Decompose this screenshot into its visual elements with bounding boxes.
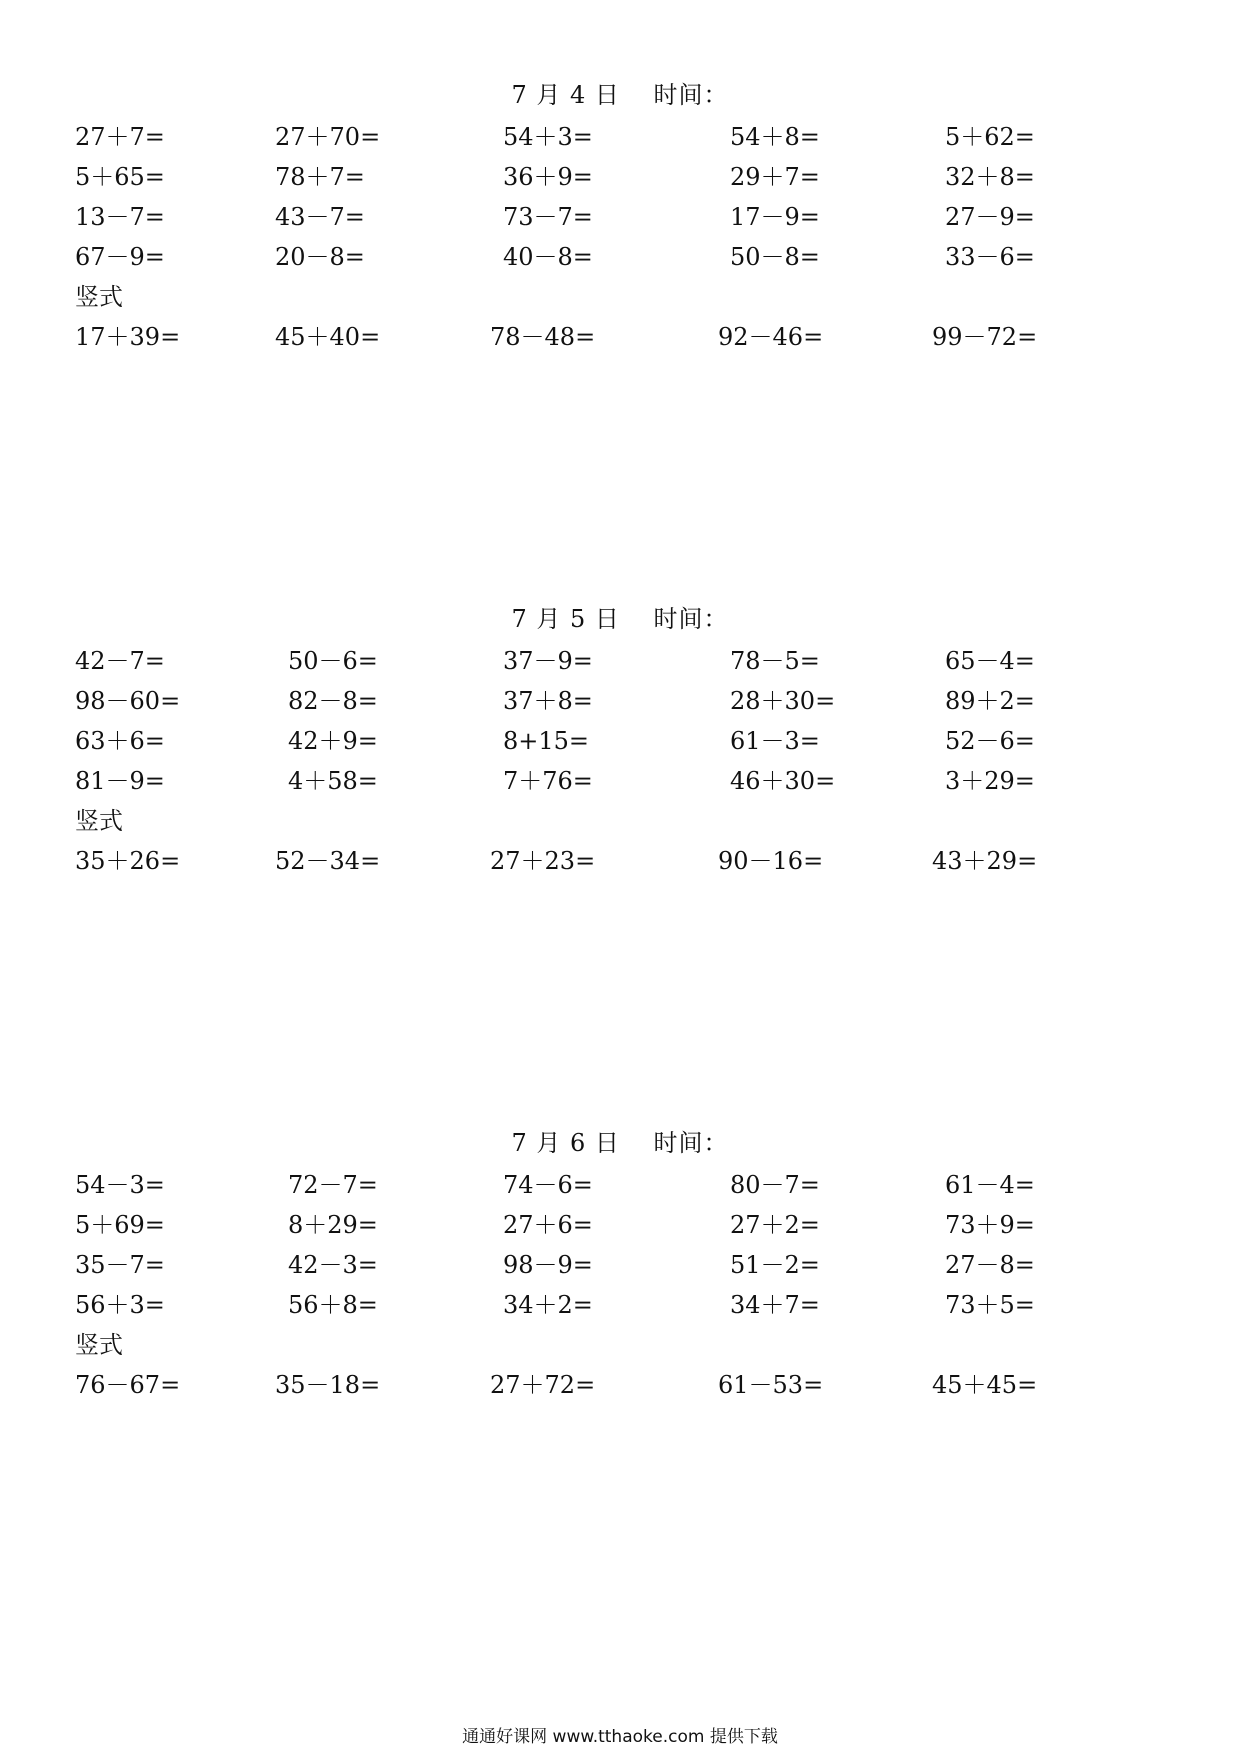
problem: 51－2= — [730, 1251, 820, 1279]
problem: 99－72= — [932, 323, 1038, 351]
problem: 13－7= — [75, 203, 165, 231]
problem: 27－8= — [945, 1251, 1035, 1279]
problem: 42－3= — [288, 1251, 378, 1279]
problem: 27＋72= — [490, 1371, 596, 1399]
problem: 8＋29= — [288, 1211, 378, 1239]
problem: 89＋2= — [945, 687, 1035, 715]
problem: 50－8= — [730, 243, 820, 271]
problem: 3＋29= — [945, 767, 1035, 795]
vertical-form-label: 竖式 — [75, 283, 123, 311]
problem: 32＋8= — [945, 163, 1035, 191]
problem: 98－60= — [75, 687, 181, 715]
problem: 56＋3= — [75, 1291, 165, 1319]
problem: 37－9= — [503, 647, 593, 675]
problem: 40－8= — [503, 243, 593, 271]
vertical-form-label: 竖式 — [75, 1331, 123, 1359]
problem: 36＋9= — [503, 163, 593, 191]
vertical-form-label: 竖式 — [75, 807, 123, 835]
problem: 42－7= — [75, 647, 165, 675]
problem: 92－46= — [718, 323, 824, 351]
section-title: 7 月 6 日 时间： — [511, 1129, 729, 1157]
problem: 61－4= — [945, 1171, 1035, 1199]
problem-row — [0, 202, 1240, 232]
problem: 76－67= — [75, 1371, 181, 1399]
problem: 54＋3= — [503, 123, 593, 151]
problem: 73－7= — [503, 203, 593, 231]
problem: 42＋9= — [288, 727, 378, 755]
problem: 78－48= — [490, 323, 596, 351]
problem: 50－6= — [288, 647, 378, 675]
problem-row — [0, 646, 1240, 676]
problem: 43＋29= — [932, 847, 1038, 875]
problem: 8+15= — [503, 727, 590, 755]
section-title: 7 月 4 日 时间： — [511, 81, 729, 109]
problem-row — [0, 122, 1240, 152]
problem: 80－7= — [730, 1171, 820, 1199]
problem: 52－34= — [275, 847, 381, 875]
problem: 63＋6= — [75, 727, 165, 755]
problem: 43－7= — [275, 203, 365, 231]
problem: 52－6= — [945, 727, 1035, 755]
problem-row — [0, 1290, 1240, 1320]
problem-row — [0, 1170, 1240, 1200]
page-footer: 通通好课网 www.tthaoke.com 提供下载 — [462, 1727, 778, 1747]
problem: 5＋62= — [945, 123, 1035, 151]
problem: 78－5= — [730, 647, 820, 675]
problem: 35－18= — [275, 1371, 381, 1399]
problem: 27－9= — [945, 203, 1035, 231]
problem: 90－16= — [718, 847, 824, 875]
problem: 46＋30= — [730, 767, 836, 795]
problem: 61－53= — [718, 1371, 824, 1399]
problem: 61－3= — [730, 727, 820, 755]
problem: 7＋76= — [503, 767, 593, 795]
problem: 33－6= — [945, 243, 1035, 271]
problem: 17－9= — [730, 203, 820, 231]
problem: 27＋7= — [75, 123, 165, 151]
problem: 35＋26= — [75, 847, 181, 875]
problem: 45＋45= — [932, 1371, 1038, 1399]
problem: 98－9= — [503, 1251, 593, 1279]
vertical-problem-row — [0, 1370, 1240, 1400]
problem-row — [0, 1210, 1240, 1240]
problem: 81－9= — [75, 767, 165, 795]
vertical-problem-row — [0, 322, 1240, 352]
problem-row — [0, 726, 1240, 756]
problem: 27＋2= — [730, 1211, 820, 1239]
problem: 4＋58= — [288, 767, 378, 795]
problem: 17＋39= — [75, 323, 181, 351]
problem: 27＋6= — [503, 1211, 593, 1239]
problem: 73＋9= — [945, 1211, 1035, 1239]
problem-row — [0, 766, 1240, 796]
problem: 34＋7= — [730, 1291, 820, 1319]
problem: 56＋8= — [288, 1291, 378, 1319]
vertical-problem-row — [0, 846, 1240, 876]
problem: 74－6= — [503, 1171, 593, 1199]
problem: 27＋23= — [490, 847, 596, 875]
problem: 65－4= — [945, 647, 1035, 675]
problem: 45＋40= — [275, 323, 381, 351]
problem: 34＋2= — [503, 1291, 593, 1319]
problem-row — [0, 686, 1240, 716]
problem: 27＋70= — [275, 123, 381, 151]
problem: 20－8= — [275, 243, 365, 271]
problem: 72－7= — [288, 1171, 378, 1199]
problem-row — [0, 1250, 1240, 1280]
problem: 82－8= — [288, 687, 378, 715]
problem: 54－3= — [75, 1171, 165, 1199]
problem: 73＋5= — [945, 1291, 1035, 1319]
problem: 28＋30= — [730, 687, 836, 715]
problem: 35－7= — [75, 1251, 165, 1279]
problem: 5＋65= — [75, 163, 165, 191]
problem: 67－9= — [75, 243, 165, 271]
problem-row — [0, 162, 1240, 192]
problem: 54＋8= — [730, 123, 820, 151]
problem: 5＋69= — [75, 1211, 165, 1239]
problem: 37＋8= — [503, 687, 593, 715]
section-title: 7 月 5 日 时间： — [511, 605, 729, 633]
problem: 29＋7= — [730, 163, 820, 191]
problem-row — [0, 242, 1240, 272]
problem: 78＋7= — [275, 163, 365, 191]
